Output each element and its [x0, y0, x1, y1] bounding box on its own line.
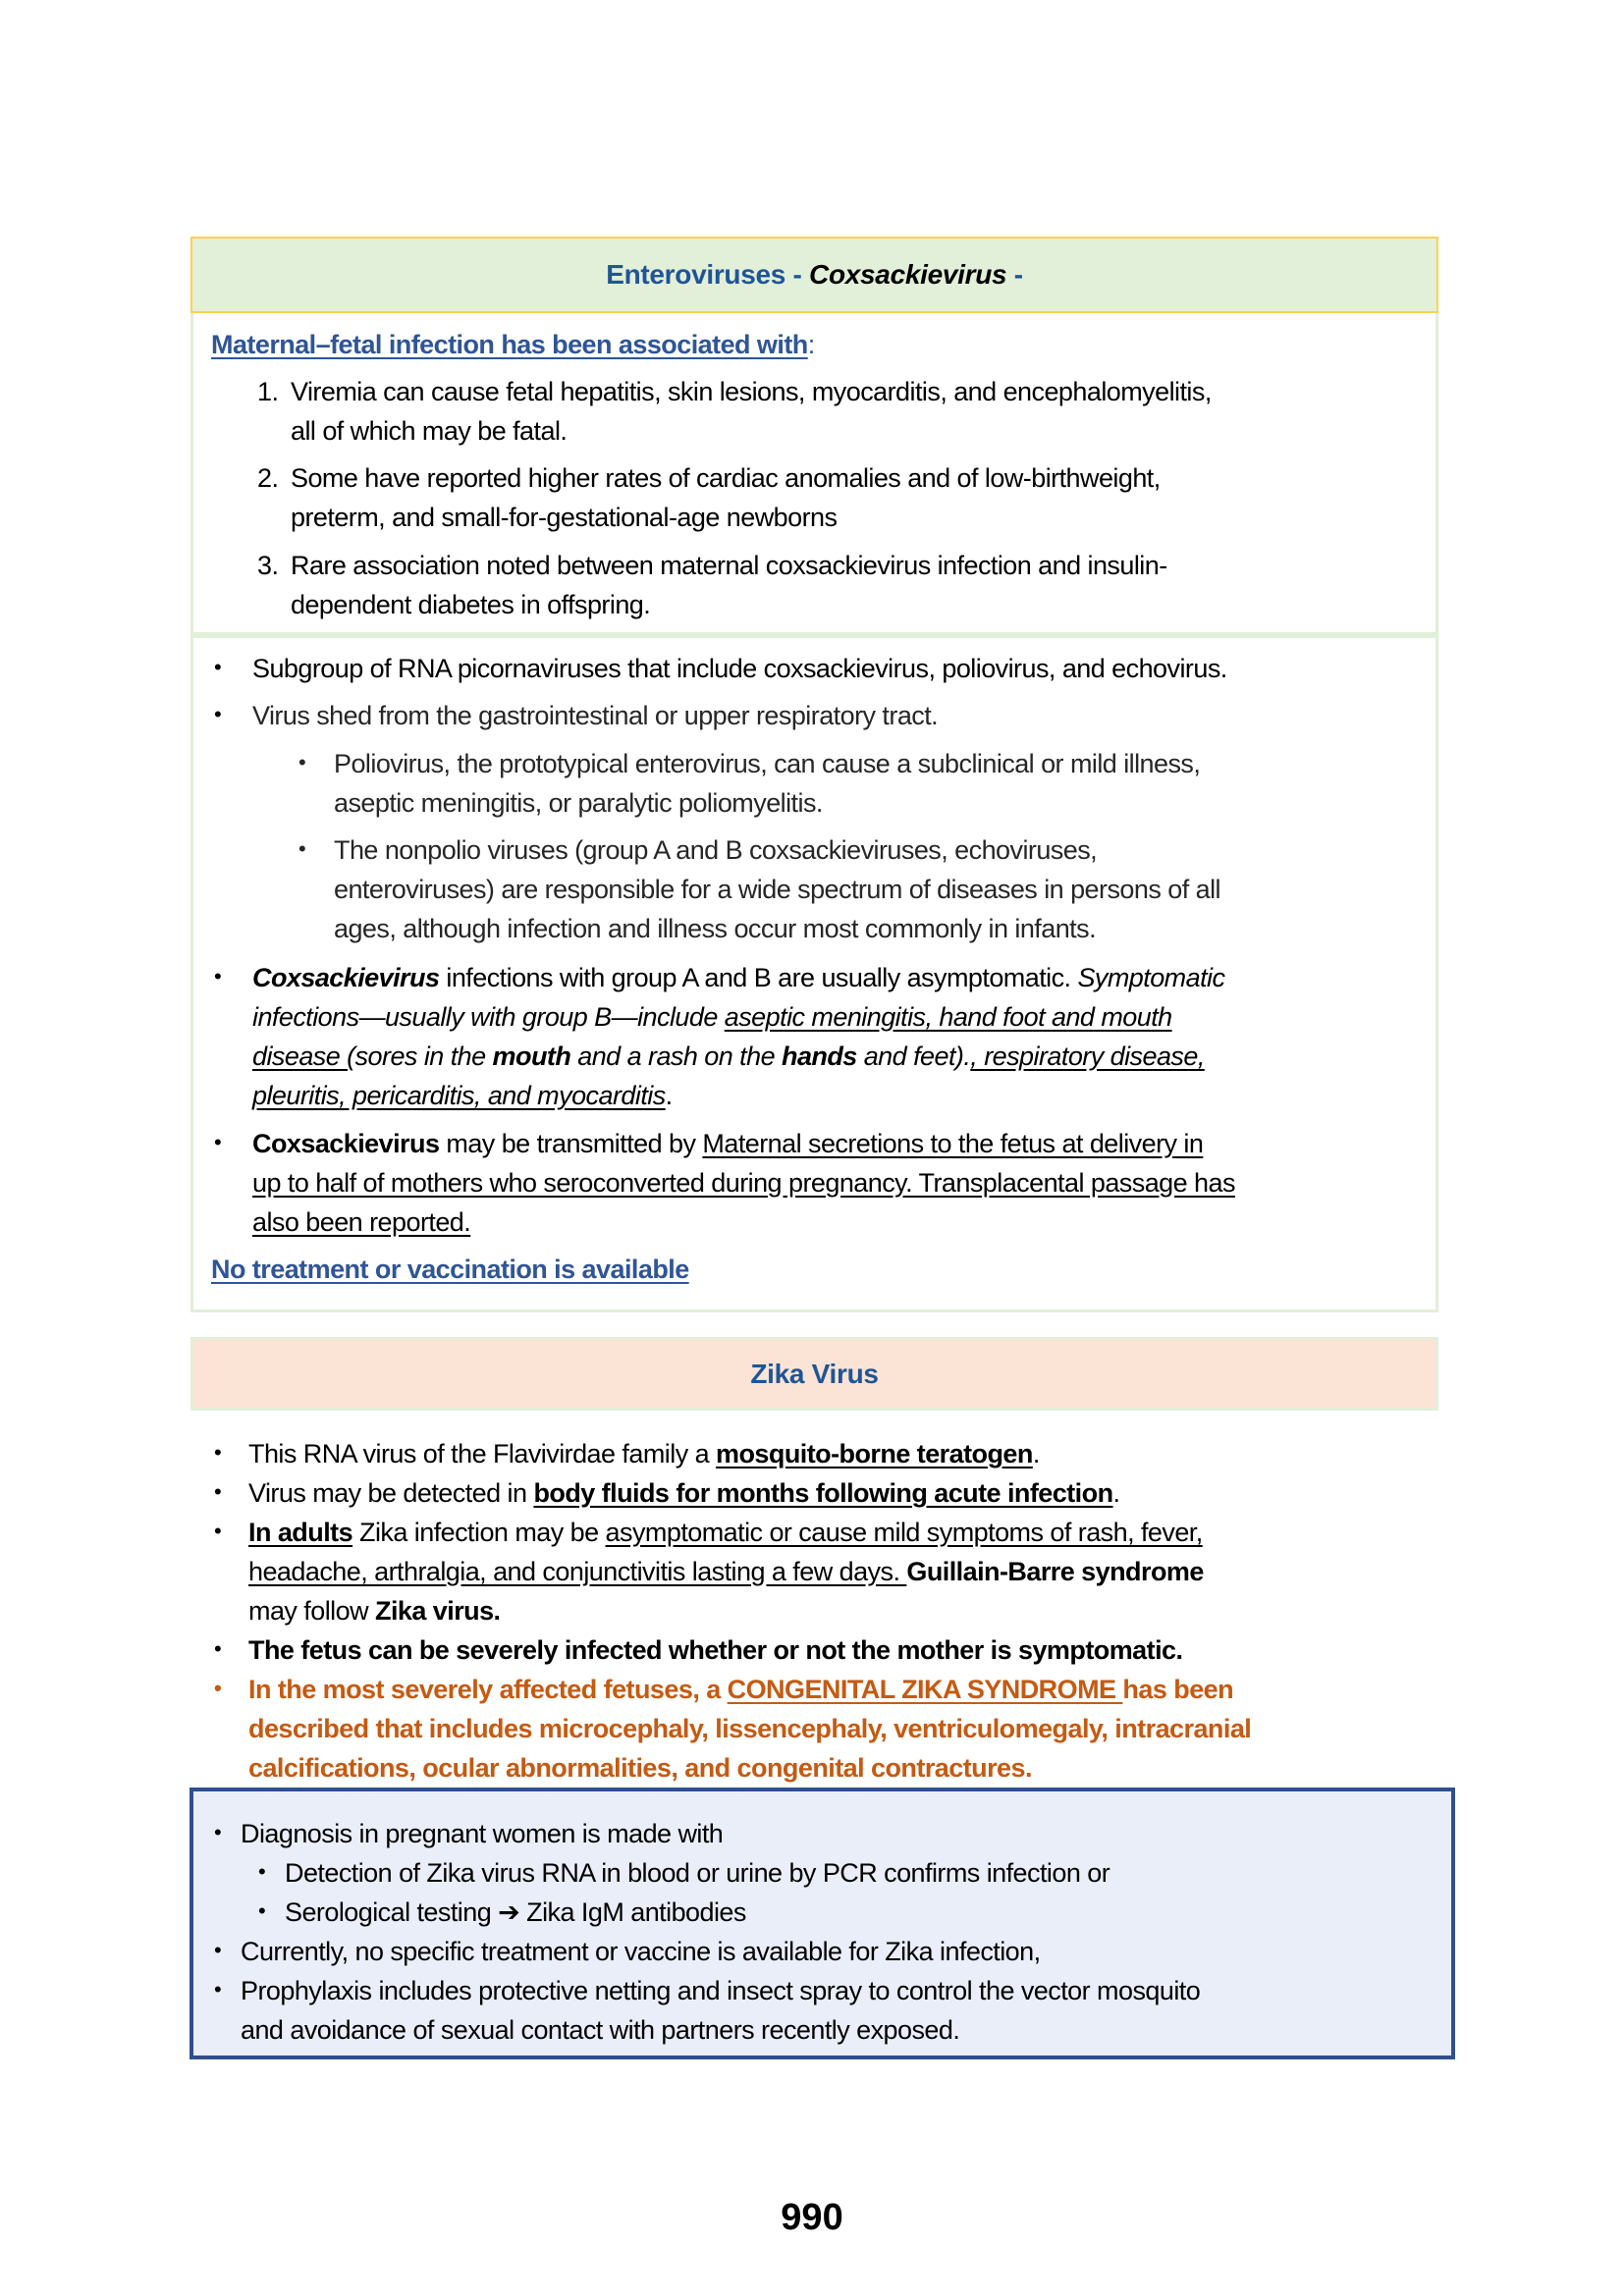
text-run: Guillain-Barre syndrome	[906, 1557, 1204, 1586]
zika-section-header	[190, 1337, 1438, 1411]
maternal-fetal-heading	[211, 325, 815, 364]
bullet-icon: •	[258, 1859, 266, 1884]
list-number: 3.	[257, 551, 279, 580]
bullet-line	[252, 1163, 1235, 1202]
diagnosis-line: Prophylaxis includes protective netting and insect spray to control the vector mosquito	[241, 1976, 1201, 2005]
diagnosis-line: Detection of Zika virus RNA in blood or urine by PCR confirms infection or	[285, 1858, 1110, 1888]
numbered-item-line: all of which may be fatal.	[291, 416, 568, 446]
text-run: and a rash on the	[570, 1041, 782, 1071]
text-run: enteroviruses) are responsible for a wide spectrum of diseases in persons of all	[334, 875, 1220, 904]
text-run: aseptic meningitis, or paralytic poliomyelitis.	[334, 788, 823, 818]
bullet-line	[252, 696, 938, 735]
text-run: and feet).	[856, 1041, 971, 1071]
bullet-icon: •	[258, 1898, 266, 1923]
text-run: Virus shed from the gastrointestinal or upper respiratory tract.	[252, 701, 939, 730]
text-run: .	[1032, 1439, 1040, 1468]
bullet-line	[248, 1670, 1233, 1709]
text-run: infections with group A and B are usually asymptomatic.	[439, 963, 1078, 992]
bullet-line	[334, 909, 1096, 948]
bullet-line	[252, 958, 1224, 997]
bullet-line	[248, 1591, 501, 1630]
bullet-icon: •	[214, 702, 222, 726]
numbered-item-line: preterm, and small-for-gestational-age newborns	[291, 503, 838, 532]
text-run: has been	[1122, 1675, 1234, 1704]
text-run: .	[1112, 1478, 1120, 1508]
bullet-line	[252, 1124, 1203, 1163]
bullet-line	[334, 783, 823, 823]
text-run: In the most severely affected fetuses, a	[248, 1675, 728, 1704]
diagnosis-line: Currently, no specific treatment or vaccine is available for Zika infection,	[241, 1937, 1041, 1966]
no-treatment-note	[211, 1250, 689, 1289]
text-run: up to half of mothers who seroconverted during pregnancy. Transplacental passage has	[252, 1168, 1235, 1198]
text-run: may follow	[248, 1596, 375, 1626]
bullet-icon: •	[214, 655, 222, 679]
bullet-line	[248, 1434, 1040, 1473]
bullet-line	[248, 1552, 1204, 1591]
diagnosis-line	[285, 1893, 746, 1932]
enterovirus-section-title	[606, 259, 1023, 291]
list-number: 1.	[257, 377, 279, 406]
text-run: disease (	[252, 1041, 355, 1071]
arrow-right-icon: ➔	[498, 1897, 520, 1927]
bullet-line	[334, 744, 1200, 783]
numbered-item-line: Some have reported higher rates of cardiac anomalies and of low-birthweight,	[291, 463, 1161, 493]
bullet-icon: •	[214, 1479, 222, 1504]
title-coxsackievirus: Coxsackievirus	[809, 259, 1007, 290]
list-number: 2.	[257, 463, 279, 493]
title-enteroviruses: Enteroviruses	[606, 259, 786, 290]
bullet-icon: •	[298, 836, 306, 861]
bullet-line	[252, 649, 1227, 688]
bullet-line	[252, 1202, 470, 1242]
bullet-icon: •	[214, 1519, 222, 1543]
bullet-icon: •	[214, 1440, 222, 1465]
text-run: sores in the	[354, 1041, 493, 1071]
text-run: This RNA virus of the Flavivirdae family a	[248, 1439, 717, 1468]
bullet-line	[248, 1748, 1032, 1788]
bullet-line	[248, 1630, 1182, 1670]
bullet-icon: •	[214, 964, 222, 988]
text-run: Maternal secretions to the fetus at delivery in	[702, 1129, 1204, 1158]
bullet-icon: •	[214, 1820, 222, 1844]
bullet-line	[248, 1513, 1203, 1552]
page-number: 990	[781, 2197, 843, 2238]
bullet-icon: •	[298, 750, 306, 774]
bullet-icon: •	[214, 1636, 222, 1661]
text-run: CONGENITAL ZIKA SYNDROME	[727, 1675, 1123, 1704]
text-run: In adults	[248, 1518, 353, 1547]
bullet-line	[252, 997, 1172, 1037]
text-run: , respiratory disease,	[970, 1041, 1205, 1071]
text-run: .	[665, 1081, 673, 1110]
text-run: Poliovirus, the prototypical enterovirus, can cause a subclinical or mild illness,	[334, 749, 1201, 778]
heading-colon: :	[807, 330, 815, 359]
text-run: aseptic meningitis, hand foot and mouth	[724, 1002, 1172, 1032]
text-run: infections—usually with group B—include	[252, 1002, 725, 1032]
text-run: mouth	[492, 1041, 571, 1071]
text-run: Symptomatic	[1077, 963, 1225, 992]
text-run: described that includes microcephaly, lissencephaly, ventriculomegaly, intracranial	[248, 1714, 1252, 1743]
title-separator: -	[785, 259, 810, 290]
title-separator: -	[1006, 259, 1023, 290]
bullet-icon: •	[214, 1676, 222, 1700]
zika-section-title: Zika Virus	[750, 1358, 879, 1389]
enterovirus-section-header	[190, 237, 1438, 313]
numbered-item-line: dependent diabetes in offspring.	[291, 590, 651, 619]
text-run: ages, although infection and illness occur most commonly in infants.	[334, 914, 1097, 943]
text-run: The nonpolio viruses (group A and B coxsackieviruses, echoviruses,	[334, 835, 1098, 865]
diagnosis-line: and avoidance of sexual contact with partners recently exposed.	[241, 2015, 960, 2045]
text-run: mosquito-borne teratogen	[716, 1439, 1033, 1468]
no-treatment-note-text: No treatment or vaccination is available	[211, 1255, 689, 1284]
bullet-icon: •	[214, 1977, 222, 2002]
bullet-icon: •	[214, 1938, 222, 1962]
bullet-line	[248, 1709, 1251, 1748]
bullet-line	[334, 830, 1097, 870]
text-run: Coxsackievirus	[252, 963, 440, 992]
maternal-fetal-heading-text: Maternal–fetal infection has been associated with	[211, 330, 808, 359]
numbered-item-line: Rare association noted between maternal coxsackievirus infection and insulin-	[291, 551, 1167, 580]
bullet-line	[248, 1473, 1119, 1513]
text-run: hands	[782, 1041, 857, 1071]
text-run: headache, arthralgia, and conjunctivitis lasting a few days.	[248, 1557, 907, 1586]
bullet-line	[334, 870, 1220, 909]
text-run: also been reported.	[252, 1207, 471, 1237]
numbered-item-line: Viremia can cause fetal hepatitis, skin lesions, myocarditis, and encephalomyelitis,	[291, 377, 1212, 406]
text-run: Serological testing	[285, 1897, 499, 1927]
text-run: Coxsackievirus	[252, 1129, 440, 1158]
text-run: calcifications, ocular abnormalities, and congenital contractures.	[248, 1753, 1032, 1783]
text-run: Zika virus.	[375, 1596, 501, 1626]
text-run: Zika IgM antibodies	[519, 1897, 746, 1927]
bullet-line	[252, 1076, 673, 1115]
text-run: Zika infection may be	[352, 1518, 606, 1547]
bullet-line	[252, 1037, 1205, 1076]
text-run: may be transmitted by	[439, 1129, 703, 1158]
text-run: body fluids for months following acute infection	[533, 1478, 1113, 1508]
text-run: pleuritis, pericarditis, and myocarditis	[252, 1081, 666, 1110]
diagnosis-line: Diagnosis in pregnant women is made with	[241, 1819, 724, 1848]
text-run: Virus may be detected in	[248, 1478, 534, 1508]
bullet-icon: •	[214, 1130, 222, 1154]
text-run: asymptomatic or cause mild symptoms of rash, fever,	[605, 1518, 1203, 1547]
text-run: The fetus can be severely infected whether or not the mother is symptomatic.	[248, 1635, 1183, 1665]
text-run: Subgroup of RNA picornaviruses that include coxsackievirus, poliovirus, and echovirus.	[252, 654, 1227, 683]
